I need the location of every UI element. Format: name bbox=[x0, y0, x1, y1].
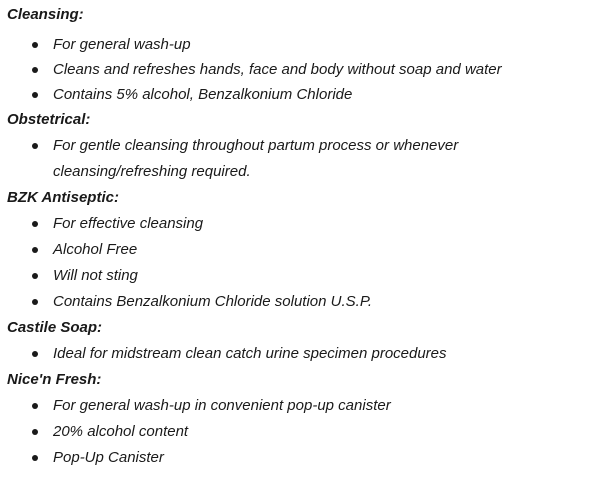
list-item: 20% alcohol content bbox=[7, 419, 597, 445]
section-obstetrical bbox=[7, 107, 597, 185]
list-item: Will not sting bbox=[7, 263, 597, 289]
list-item: For effective cleansing bbox=[7, 211, 597, 237]
section-cleansing bbox=[7, 0, 597, 107]
feature-list bbox=[7, 393, 597, 471]
product-features-document bbox=[7, 0, 597, 471]
list-item: For general wash-up bbox=[7, 32, 597, 57]
section-heading: Cleansing: bbox=[7, 6, 84, 23]
list-item: Ideal for midstream clean catch urine specimen procedures bbox=[7, 341, 597, 367]
list-item: Cleans and refreshes hands, face and body without soap and water bbox=[7, 57, 597, 82]
feature-list bbox=[7, 133, 597, 185]
list-item: Contains 5% alcohol, Benzalkonium Chloride bbox=[7, 82, 597, 107]
section-heading: BZK Antiseptic: bbox=[7, 189, 119, 206]
list-item-continuation: cleansing/refreshing required. bbox=[53, 163, 251, 180]
list-item: For general wash-up in convenient pop-up canister bbox=[7, 393, 597, 419]
list-item: For gentle cleansing throughout partum process or whenever bbox=[7, 133, 597, 159]
feature-list bbox=[7, 32, 597, 107]
section-heading: Nice'n Fresh: bbox=[7, 371, 102, 388]
section-heading: Obstetrical: bbox=[7, 111, 91, 128]
section-nicen-fresh bbox=[7, 367, 597, 471]
list-item: Contains Benzalkonium Chloride solution U.S.P. bbox=[7, 289, 597, 315]
section-heading: Castile Soap: bbox=[7, 319, 103, 336]
list-item: Alcohol Free bbox=[7, 237, 597, 263]
section-bzk-antiseptic bbox=[7, 185, 597, 315]
feature-list bbox=[7, 341, 597, 367]
section-castile-soap bbox=[7, 315, 597, 367]
feature-list bbox=[7, 211, 597, 315]
list-item: Pop-Up Canister bbox=[7, 445, 597, 471]
